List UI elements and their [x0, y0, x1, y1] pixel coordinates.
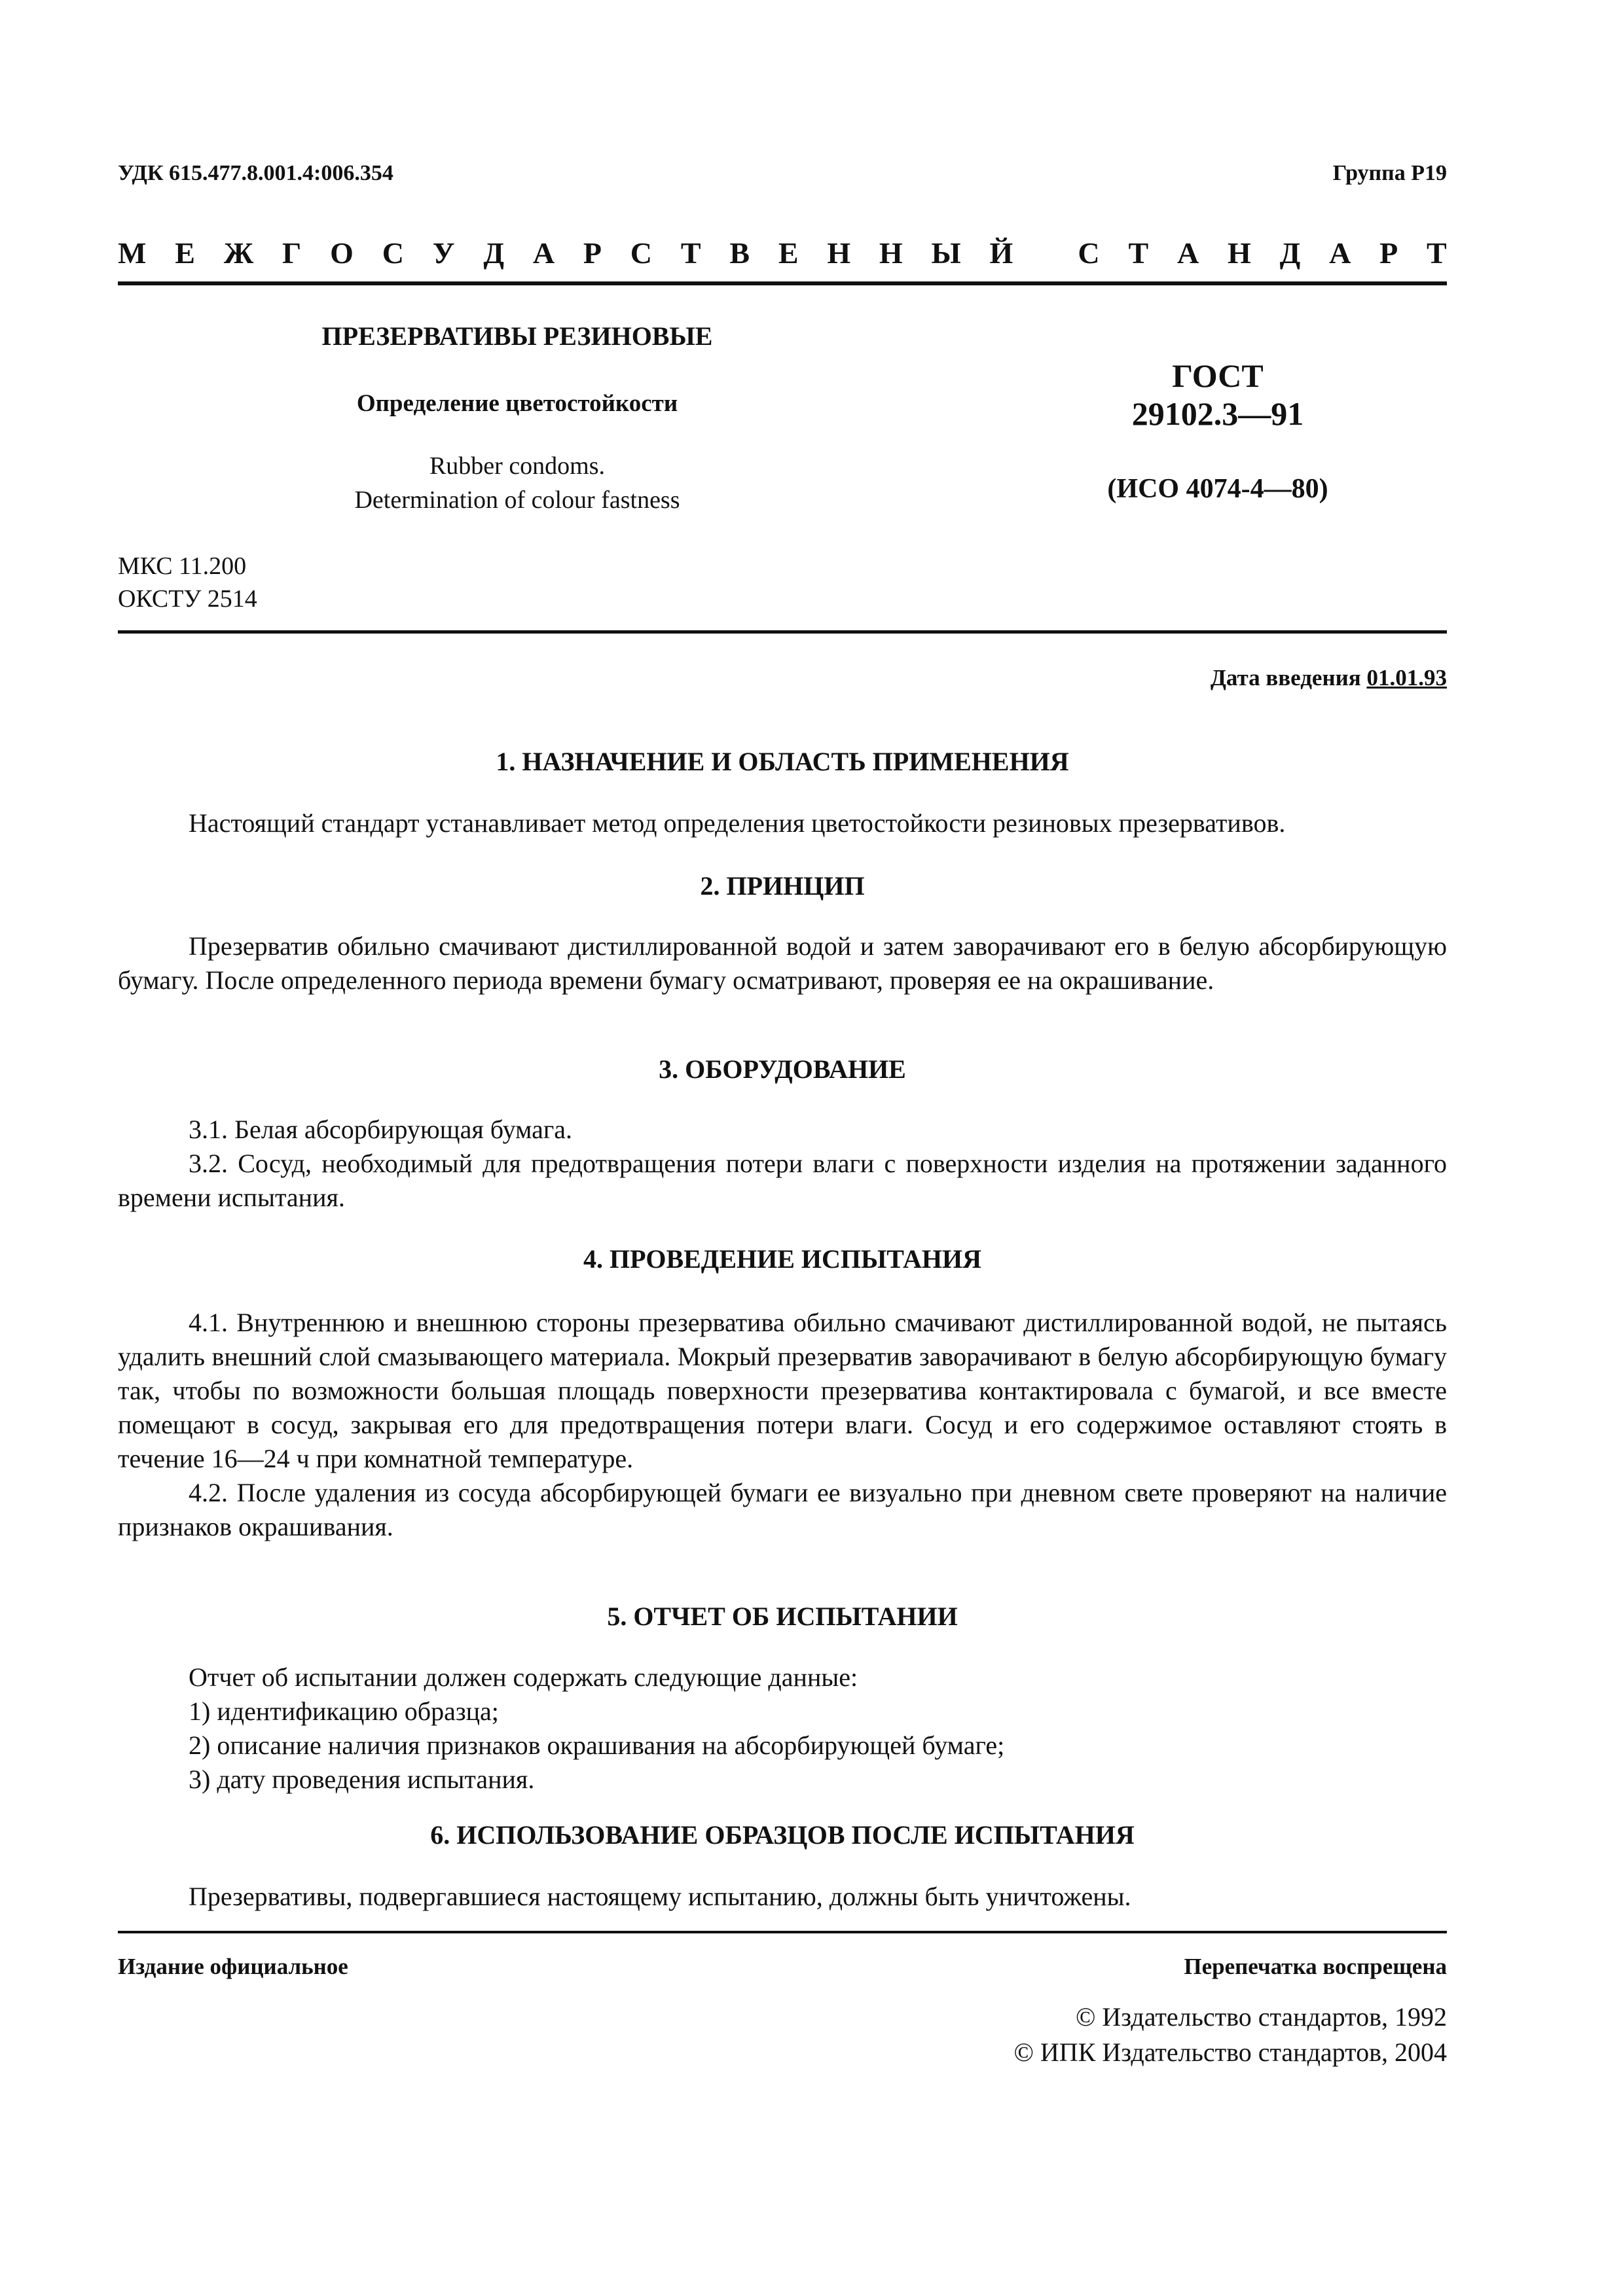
english-title-line-1: Rubber condoms.: [429, 452, 606, 480]
section-1-heading: 1. НАЗНАЧЕНИЕ И ОБЛАСТЬ ПРИМЕНЕНИЯ: [496, 747, 1069, 776]
banner-letter: Ж: [223, 236, 254, 270]
banner-letter: Е: [175, 236, 195, 270]
banner-letter: А: [532, 236, 555, 270]
section-5-heading: 5. ОТЧЕТ ОБ ИСПЫТАНИИ: [607, 1602, 958, 1631]
section-6-text: Презервативы, подвергавшиеся настоящему испытанию, должны быть уничтожены.: [189, 1882, 1131, 1911]
banner-letter: А: [1329, 236, 1351, 270]
section-2-heading: 2. ПРИНЦИП: [700, 871, 865, 901]
section-6-heading: 6. ИСПОЛЬЗОВАНИЕ ОБРАЗЦОВ ПОСЛЕ ИСПЫТАНИЯ: [430, 1820, 1135, 1850]
banner-letter: В: [729, 236, 750, 270]
section-1-body: [118, 806, 1447, 840]
section-5-intro: Отчет об испытании должен содержать следующие данные:: [189, 1662, 858, 1692]
section-6-body: [118, 1880, 1447, 1914]
intro-date-label: Дата введения: [1210, 665, 1361, 691]
section-3-body: [118, 1113, 1447, 1215]
section-4-heading: 4. ПРОВЕДЕНИЕ ИСПЫТАНИЯ: [583, 1244, 981, 1274]
banner-letter: С: [630, 236, 653, 270]
banner-letter: Г: [282, 236, 302, 270]
copyright-line-1: © Издательство стандартов, 1992: [1075, 2002, 1447, 2032]
document-title-block: [275, 321, 759, 514]
banner-letter: М: [118, 236, 147, 270]
list-item: 1) идентификацию образца;: [189, 1696, 499, 1726]
banner-letter: Д: [1279, 236, 1301, 270]
title-rule: [118, 630, 1447, 634]
banner-letter: Р: [583, 236, 602, 270]
section-4-item-2: 4.2. После удаления из сосуда абсорбирующей бумаги ее визуально при дневном свете проверяют на наличие признаков окрашивания.: [118, 1478, 1447, 1541]
document-subtitle: Определение цветостойкости: [356, 390, 678, 417]
section-3-item-1: 3.1. Белая абсорбирующая бумага.: [189, 1115, 573, 1144]
banner-letter: Т: [1128, 236, 1149, 270]
section-5-body: [118, 1660, 1447, 1797]
banner-letter: Д: [483, 236, 504, 270]
gost-label: ГОСТ: [1172, 357, 1264, 394]
banner-letter: Н: [827, 236, 851, 270]
section-1-text: Настоящий стандарт устанавливает метод определения цветостойкости резиновых презервативов.: [189, 808, 1286, 838]
copyright-block: [1014, 2000, 1447, 2070]
interstate-standard-banner: [118, 236, 1447, 270]
gost-designation: [1048, 357, 1388, 505]
banner-letter: Й: [989, 236, 1013, 270]
banner-letter: О: [330, 236, 354, 270]
group-code: Группа Р19: [1332, 161, 1447, 185]
banner-letter: Т: [1427, 236, 1447, 270]
okstu-code: ОКСТУ 2514: [118, 585, 257, 613]
section-3-item-2: 3.2. Сосуд, необходимый для предотвращения потери влаги с поверхности изделия на протяжении заданного времени испытания.: [118, 1149, 1447, 1212]
udk-code: УДК 615.477.8.001.4:006.354: [118, 161, 393, 185]
banner-letter: С: [1078, 236, 1100, 270]
section-2-body: [118, 929, 1447, 997]
mks-code: МКС 11.200: [118, 552, 247, 580]
official-edition-label: Издание официальное: [118, 1954, 348, 1979]
section-4-body: [118, 1306, 1447, 1544]
document-title: ПРЕЗЕРВАТИВЫ РЕЗИНОВЫЕ: [321, 321, 713, 351]
iso-reference: (ИСО 4074-4—80): [1107, 474, 1328, 504]
intro-date-value: 01.01.93: [1366, 665, 1447, 691]
copyright-line-2: © ИПК Издательство стандартов, 2004: [1013, 2037, 1447, 2067]
reprint-prohibited-label: Перепечатка воспрещена: [1184, 1954, 1447, 1979]
banner-letter: Р: [1379, 236, 1398, 270]
section-2-text: Презерватив обильно смачивают дистиллированной водой и затем заворачивают его в белую абсорбирующую бумагу. После определенного периода времени бумагу осматривают, проверяя ее на окрашивание.: [118, 931, 1447, 995]
banner-letter: А: [1176, 236, 1199, 270]
classifier-codes: [118, 550, 257, 615]
english-title-line-2: Determination of colour fastness: [354, 486, 680, 514]
intro-date: [1211, 665, 1447, 691]
banner-letter: Т: [680, 236, 701, 270]
header-rule: [118, 281, 1447, 285]
banner-letter: Ы: [931, 236, 961, 270]
banner-letter: У: [432, 236, 455, 270]
banner-letter: С: [382, 236, 404, 270]
list-item: 2) описание наличия признаков окрашивания на абсорбирующей бумаге;: [189, 1731, 1005, 1760]
banner-letter: Н: [879, 236, 903, 270]
gost-number: 29102.3—91: [1131, 395, 1304, 432]
banner-letter: Е: [778, 236, 799, 270]
section-3-heading: 3. ОБОРУДОВАНИЕ: [659, 1054, 906, 1084]
footer-rule: [118, 1931, 1447, 1933]
banner-gap: [1042, 236, 1049, 270]
list-item: 3) дату проведения испытания.: [189, 1765, 535, 1794]
section-4-item-1: 4.1. Внутреннюю и внешнюю стороны презерватива обильно смачивают дистиллированной водой, не пытаясь удалить внешний слой смазывающего материала. Мокрый презерватив заворачивают в белую абсорбирующую бумагу так, чтобы по возможности большая площадь поверхности презерватива контактировала с бумагой, и все вместе помещают в сосуд, закрывая его для предотвращения потери влаги. Сосуд и его содержимое оставляют стоять в течение 16—24 ч при комнатной температуре.: [118, 1308, 1447, 1473]
banner-letter: Н: [1228, 236, 1251, 270]
